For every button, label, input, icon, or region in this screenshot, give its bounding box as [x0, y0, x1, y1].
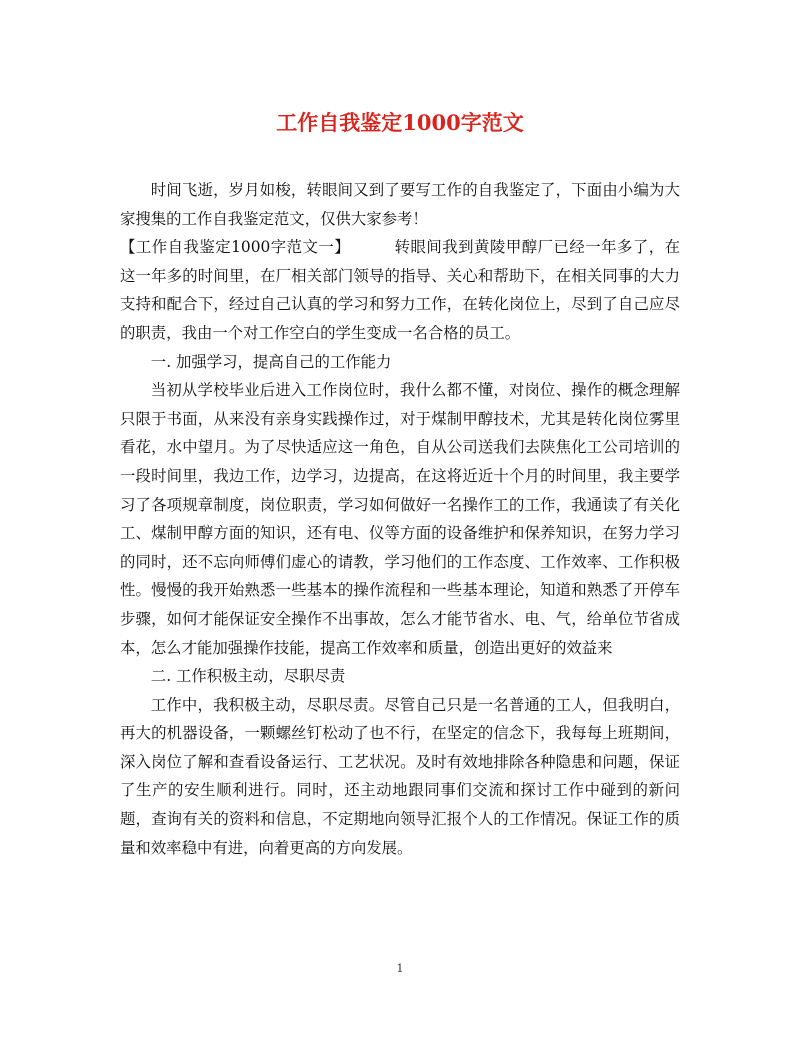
document-body: [120, 176, 680, 862]
sample-heading: 【工作自我鉴定1000字范文一】: [120, 238, 351, 257]
page-title: 工作自我鉴定1000字范文: [276, 110, 524, 135]
section-heading-2: 二. 工作积极主动，尽职尽责: [150, 667, 346, 686]
sample-paragraph-text: 转眼间我到黄陵甲醇厂已经一年多了，在这一年多的时间里，在厂相关部门领导的指导、关心和帮助下，在相关同事的大力支持和配合下，经过自己认真的学习和努力工作，在转化岗位上，尽到了自己应尽的职责，我由一个对工作空白的学生变成一名合格的员工。: [120, 238, 680, 342]
intro-paragraph: 时间飞逝，岁月如梭，转眼间又到了要写工作的自我鉴定了，下面由小编为大家搜集的工作自我鉴定范文，仅供大家参考！: [120, 181, 680, 228]
sample-paragraph-one: [120, 233, 680, 347]
page-number: 1: [396, 962, 404, 975]
section-paragraph-1: 当初从学校毕业后进入工作岗位时，我什么都不懂，对岗位、操作的概念理解只限于书面，从来没有亲身实践操作过，对于煤制甲醇技术，尤其是转化岗位雾里看花，水中望月。为了尽快适应这一角色，自从公司送我们去陕焦化工公司培训的一段时间里，我边工作，边学习，边提高，在这将近近十个月的时间里，我主要学习了各项规章制度，岗位职责，学习如何做好一名操作工的工作，我通读了有关化工、煤制甲醇方面的知识，还有电、仪等方面的设备维护和保养知识，在努力学习的同时，还不忘向师傅们虚心的请教，学习他们的工作态度、工作效率、工作积极性。慢慢的我开始熟悉一些基本的操作流程和一些基本理论，知道和熟悉了开停车步骤，如何才能保证安全操作不出事故，怎么才能节省水、电、气，给单位节省成本，怎么才能加强操作技能，提高工作效率和质量，创造出更好的效益来: [120, 381, 680, 657]
section-heading-1: 一. 加强学习，提高自己的工作能力: [150, 352, 392, 371]
section-paragraph-2: 工作中，我积极主动，尽职尽责。尽管自己只是一名普通的工人，但我明白，再大的机器设备，一颗螺丝钉松动了也不行，在坚定的信念下，我每每上班期间，深入岗位了解和查看设备运行、工艺状况。及时有效地排除各种隐患和问题，保证了生产的安生顺利进行。同时，还主动地跟同事们交流和探讨工作中碰到的新问题，查询有关的资料和信息，不定期地向领导汇报个人的工作情况。保证工作的质量和效率稳中有进，向着更高的方向发展。: [120, 695, 680, 857]
